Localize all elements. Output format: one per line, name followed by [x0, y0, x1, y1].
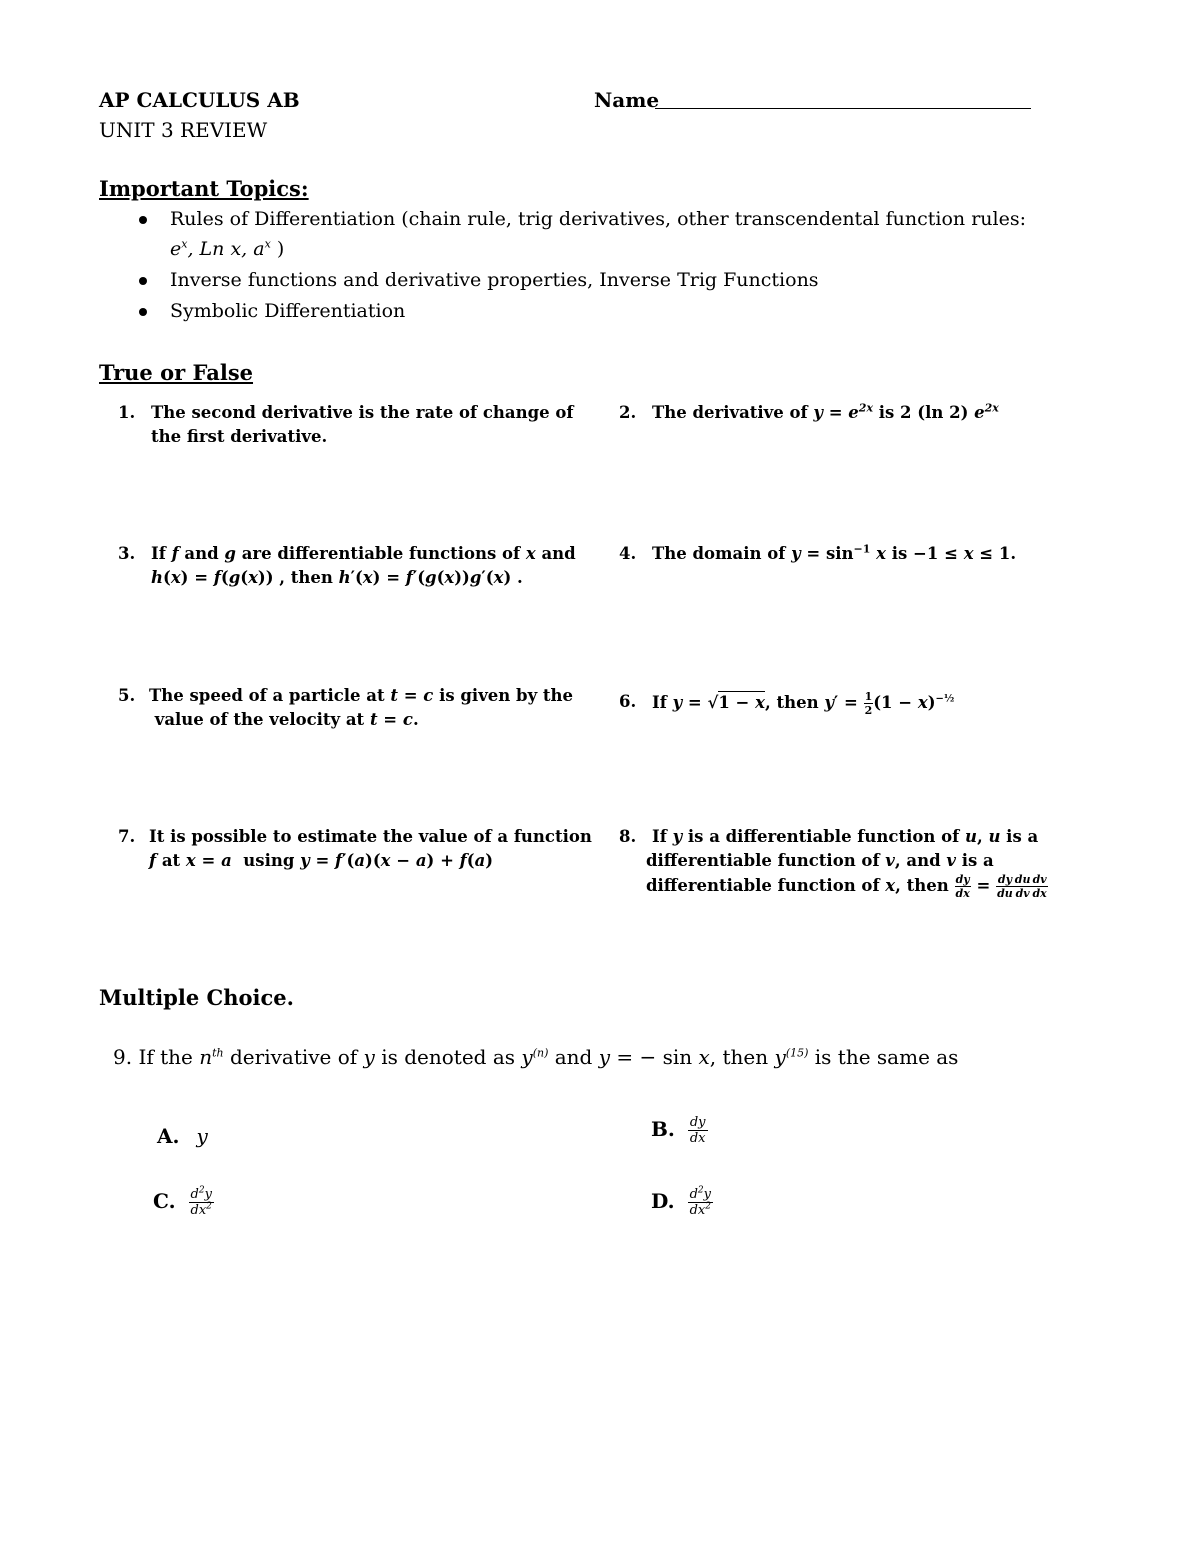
question-1: 1. The second derivative is the rate of change of the first derivative.	[118, 403, 574, 446]
question-8: 8. If y is a differentiable function of u, u is a differentiable function of v, and v is a differentiable function of x, then $\frac{dy}{dx}$ = $\frac{dy}{du}$ $\frac{du}{dv}$ $\frac{dv}{dx}$	[619, 827, 1047, 900]
choice-c[interactable]: C. $\frac{d^2y}{dx^2}$	[153, 1185, 212, 1218]
true-false-heading: True or False	[99, 360, 254, 385]
question-9: 9. If the $n^{th}$ derivative of y is denoted as $y^{(n)}$ and y = − sin x, then $y^{(15)}$ is the same as	[113, 1045, 959, 1069]
question-5: 5. The speed of a particle at t = c is given by the value of the velocity at t = c.	[118, 686, 574, 729]
question-2: 2. The derivative of $y = e^{2x}$ is 2 (ln 2) $e^{2x}$	[619, 401, 999, 422]
bullet-icon	[139, 308, 147, 316]
question-6: 6. If y = √1 − x, then y′ = $\frac{1}{2}$ $(1 - x)^{-\frac{1}{2}}$	[619, 690, 955, 717]
bullet-icon	[139, 216, 147, 224]
question-7: 7. It is possible to estimate the value of a function f at x = a using y = f′(a)(x − a) + f(a)	[118, 827, 592, 870]
bullet-icon	[139, 277, 147, 285]
topic-item-1-formulas: $e^x$, Ln x, $a^x$ )	[170, 237, 285, 260]
choice-a[interactable]: A. y	[157, 1124, 208, 1148]
unit-title: UNIT 3 REVIEW	[99, 118, 268, 142]
name-label: Name	[594, 88, 660, 112]
question-4: 4. The domain of $y = \sin^{-1} x$ is −1 ≤ x ≤ 1.	[619, 542, 1017, 563]
choice-b[interactable]: B. $\frac{dy}{dx}$	[651, 1115, 706, 1146]
topic-item-3: Symbolic Differentiation	[170, 300, 405, 322]
topic-item-1: Rules of Differentiation (chain rule, trig derivatives, other transcendental function rules:	[170, 208, 1026, 230]
topic-item-2: Inverse functions and derivative properties, Inverse Trig Functions	[170, 269, 819, 291]
question-3: 3. If f and g are differentiable functions of x and h(x) = f(g(x)) , then h′(x) = f′(g(x))g′(x) .	[118, 544, 576, 587]
name-blank-line[interactable]	[655, 108, 1031, 109]
choice-d[interactable]: D. $\frac{d^2y}{dx^2}$	[651, 1185, 711, 1218]
multiple-choice-heading: Multiple Choice.	[99, 985, 294, 1010]
course-title: AP CALCULUS AB	[99, 88, 300, 112]
topics-heading: Important Topics:	[99, 176, 309, 201]
